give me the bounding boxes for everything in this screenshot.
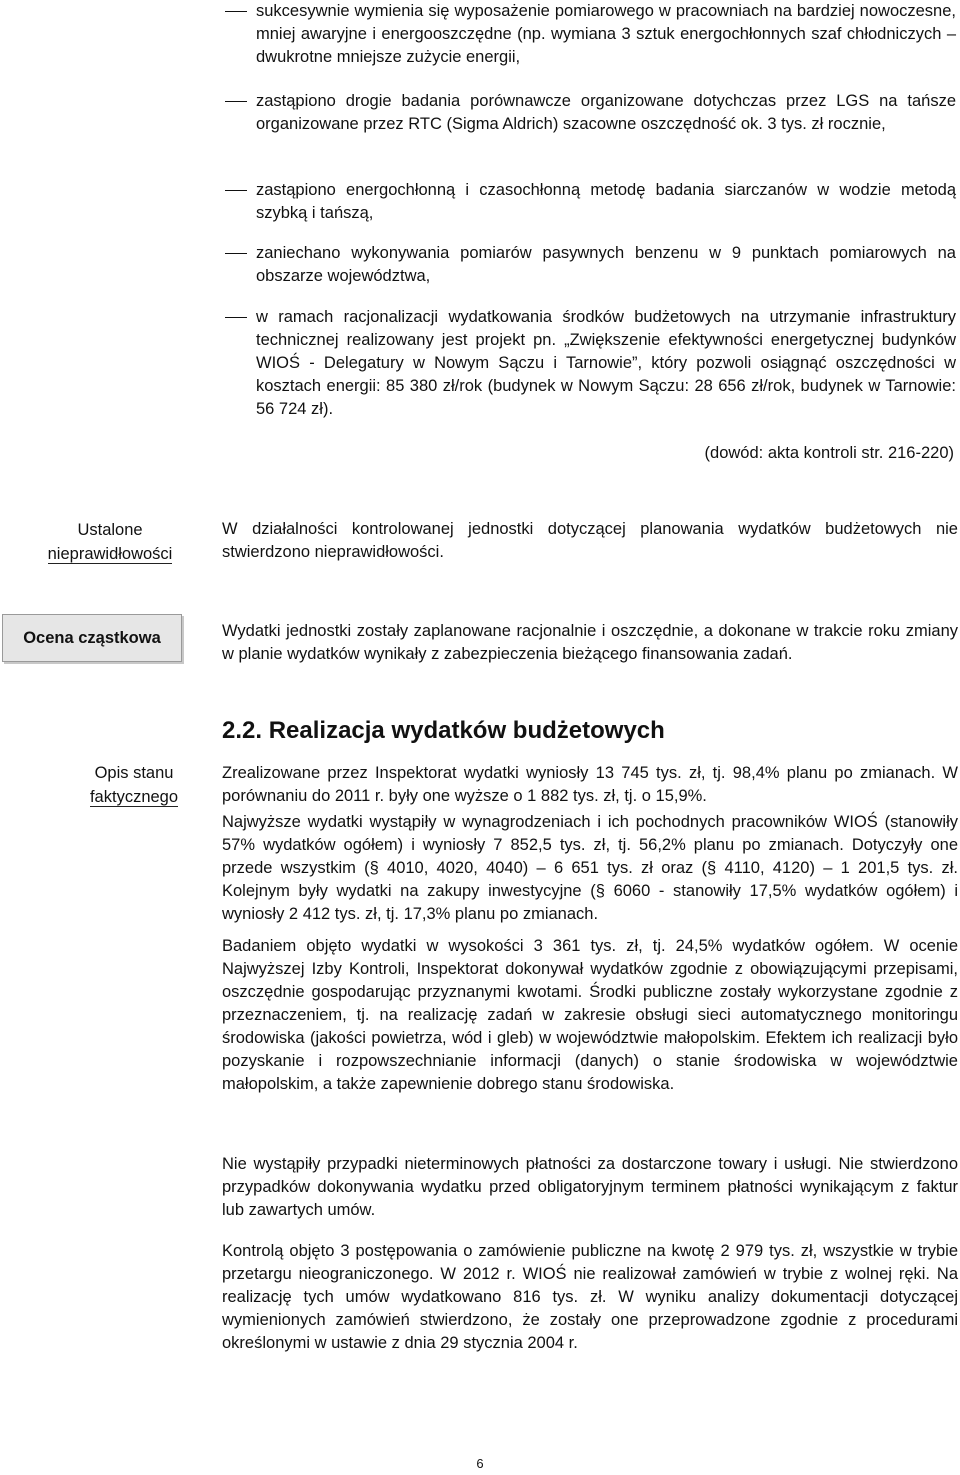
irregularities-label	[40, 518, 180, 566]
fact-description-label-line2: faktycznego	[89, 788, 179, 806]
assessment-text: Wydatki jednostki zostały zaplanowane racjonalnie i oszczędnie, a dokonane w trakcie roku zmiany w planie wydatków wynikały z zabezpieczenia bieżącego finansowania zadań.	[222, 622, 958, 663]
dash-marker	[225, 11, 247, 12]
bullet-item: zaniechano wykonywania pomiarów pasywnych benzenu w 9 punktach pomiarowych na obszarze województwa,	[256, 244, 956, 285]
fact-description-label-line1: Opis stanu	[94, 764, 174, 782]
paragraph: Zrealizowane przez Inspektorat wydatki wyniosły 13 745 tys. zł, tj. 98,4% planu po zmianach. W porównaniu do 2011 r. były one wyższe o 1 882 tys. zł, tj. o 15,9%.	[222, 764, 958, 805]
bullet-item: zastąpiono drogie badania porównawcze organizowane dotychczas przez LGS na tańsze organizowane przez RTC (Sigma Aldrich) szacowne oszczędność ok. 3 tys. zł rocznie,	[256, 92, 956, 133]
evidence-note: (dowód: akta kontroli str. 216-220)	[704, 444, 954, 462]
section-title: 2.2. Realizacja wydatków budżetowych	[222, 717, 665, 744]
dash-marker	[225, 190, 247, 191]
paragraph: Kontrolą objęto 3 postępowania o zamówienie publiczne na kwotę 2 979 tys. zł, wszystkie w trybie przetargu nieograniczonego. W 2012 r. WIOŚ nie realizował zamówień w trybie z wolnej ręki. Na realizację tych umów wydatkowano 816 tys. zł. W wyniku analizy dokumentacji dotyczącej wymienionych zamówień stwierdzono, że zostały one przeprowadzone zgodnie z procedurami określonymi w ustawie z dnia 29 stycznia 2004 r.	[222, 1242, 958, 1352]
irregularities-label-line1: Ustalone	[77, 521, 143, 539]
dash-marker	[225, 317, 247, 318]
dash-marker	[225, 101, 247, 102]
bullet-item: sukcesywnie wymienia się wyposażenie pomiarowego w pracowniach na bardziej nowoczesne, mniej awaryjne i energooszczędne (np. wymiana 3 sztuk energochłonnych szaf chłodniczych – dwukrotne mniejsze zużycie energii,	[256, 2, 956, 66]
assessment-label-box	[2, 614, 182, 662]
paragraph: Nie wystąpiły przypadki nieterminowych płatności za dostarczone towary i usługi. Nie stwierdzono przypadków dokonywania wydatku przed obligatoryjnym terminem płatności wynikającym z faktur lub zawartych umów.	[222, 1155, 958, 1219]
bullet-item: zastąpiono energochłonną i czasochłonną metodę badania siarczanów w wodzie metodą szybką i tańszą,	[256, 181, 956, 222]
paragraph: Badaniem objęto wydatki w wysokości 3 361 tys. zł, tj. 24,5% wydatków ogółem. W ocenie Najwyższej Izby Kontroli, Inspektorat dokonywał wydatków zgodnie z obowiązującymi przepisami, oszczędnie gospodarując przyznanymi kwotami. Środki publiczne zostały wykorzystane zgodnie z przeznaczeniem, tj. na realizację zadań w zakresie obsługi sieci automatycznego monitoringu środowiska (jakości powietrza, wód i gleb) w województwie małopolskim. Efektem ich realizacji było pozyskanie i rozpowszechnianie informacji (danych) o stanie środowiska w województwie małopolskim, a także zapewnienie dobrego stanu środowiska.	[222, 937, 958, 1093]
paragraph: Najwyższe wydatki wystąpiły w wynagrodzeniach i ich pochodnych pracowników WIOŚ (stanowiły 57% wydatków ogółem) i wyniosły 7 852,5 tys. zł, tj. 56,2% planu po zmianach. Dotyczyły one przede wszystkim (§ 4010, 4020, 4040) – 6 651 tys. zł oraz (§ 4110, 4120) – 1 201,5 tys. zł. Kolejnym były wydatki na zakupy inwestycyjne (§ 6060 - stanowiły 17,5% wydatków ogółem) i wyniosły 2 412 tys. zł, tj. 17,3% planu po zmianach.	[222, 813, 958, 923]
irregularities-label-line2: nieprawidłowości	[47, 545, 173, 563]
dash-marker	[225, 253, 247, 254]
assessment-label: Ocena cząstkowa	[23, 628, 161, 647]
fact-description-label	[84, 761, 184, 809]
page-number: 6	[476, 1456, 484, 1471]
irregularities-text: W działalności kontrolowanej jednostki dotyczącej planowania wydatków budżetowych nie stwierdzono nieprawidłowości.	[222, 520, 958, 561]
bullet-item: w ramach racjonalizacji wydatkowania środków budżetowych na utrzymanie infrastruktury technicznej realizowany jest projekt pn. „Zwiększenie efektywności energetycznej budynków WIOŚ - Delegatury w Nowym Sączu i Tarnowie”, który pozwoli osiągnąć oszczędności w kosztach energii: 85 380 zł/rok (budynek w Nowym Sączu: 28 656 zł/rok, budynek w Tarnowie: 56 724 zł).	[256, 308, 956, 418]
